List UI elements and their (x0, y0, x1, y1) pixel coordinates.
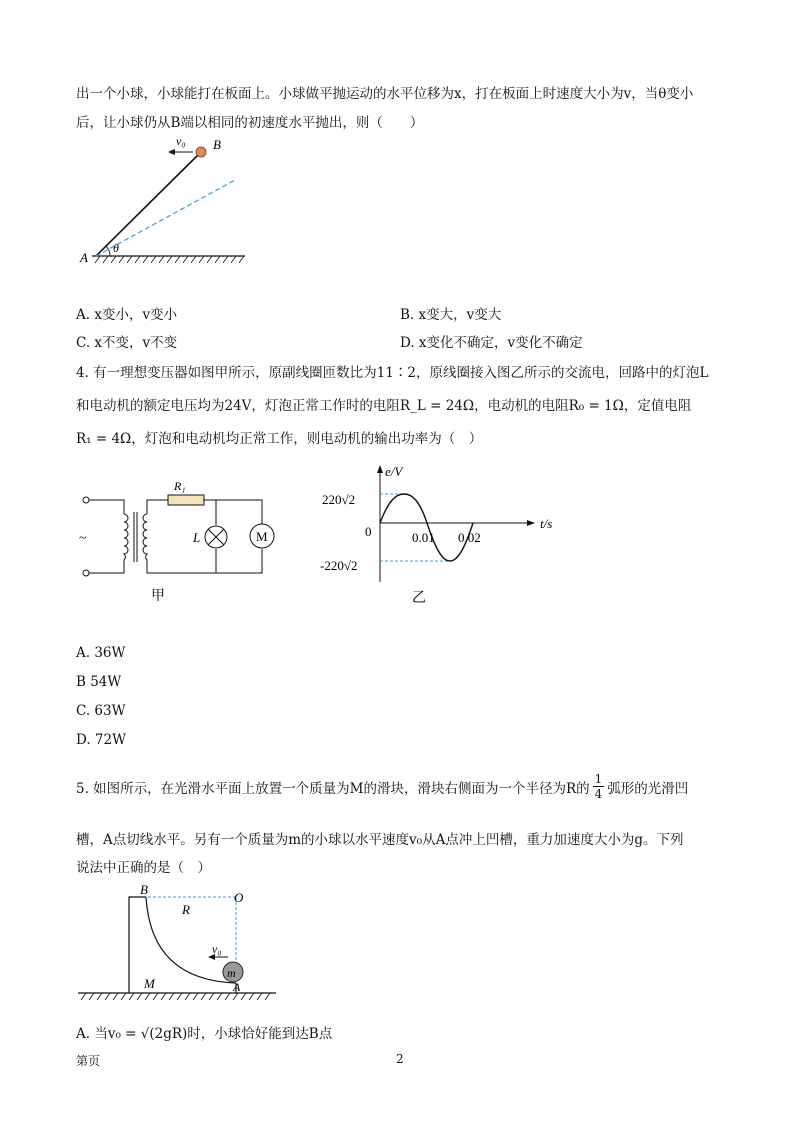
fraction-quarter (593, 772, 605, 801)
label-a-q5: A (233, 980, 241, 994)
lamp-icon (205, 526, 227, 548)
q3-option-a: A. x变小，v变小 (76, 307, 178, 323)
label-big-m: M (144, 976, 155, 991)
label-l: L (193, 530, 201, 545)
q3-option-b: B. x变大，v变大 (400, 307, 502, 323)
caption-jia: 甲 (151, 589, 165, 604)
q3-text-line1: 出一个小球，小球能打在板面上。小球做平抛运动的水平位移为x，打在板面上时速度大小为v，当θ变小 (76, 86, 694, 102)
graph-x2: 0.02 (458, 530, 481, 545)
graph-x1: 0.01 (412, 530, 435, 545)
label-m-ball: m (227, 966, 236, 980)
label-o: O (234, 890, 244, 905)
q4-option-d: D. 72W (76, 732, 126, 748)
ac-source-symbol: ~ (79, 531, 87, 546)
label-b: B (213, 137, 221, 152)
q5-text-line1-start: 5. 如图所示，在光滑水平面上放置一个质量为M的滑块，滑块右侧面为一个半径为R的 (76, 780, 590, 797)
q3-figure-incline (80, 135, 250, 270)
footer-label: 第页 (76, 1054, 101, 1068)
q3-option-d: D. x变化不确定，v变化不确定 (400, 335, 583, 351)
graph-xlabel: t/s (540, 516, 553, 531)
q5-text-line1 (76, 772, 688, 801)
q5-option-a: A. 当v₀ = √(2gR)时，小球恰好能到达B点 (76, 1026, 333, 1042)
label-m: M (256, 529, 268, 544)
q4-text-line1: 4. 有一理想变压器如图甲所示，原副线圈匝数比为11∶2，原线圈接入图乙所示的交流电，回路中的灯泡L (76, 365, 709, 381)
q3-option-c: C. x不变，v不变 (76, 335, 178, 351)
page-number: 2 (396, 1052, 404, 1066)
label-r1: R₁ (174, 479, 186, 493)
resistor-r1 (168, 495, 204, 505)
q4-option-b: B 54W (76, 674, 122, 690)
graph-ylabel: e/V (385, 464, 403, 479)
graph-origin: 0 (365, 524, 372, 539)
label-b-q5: B (140, 882, 148, 897)
caption-yi: 乙 (412, 591, 426, 606)
graph-yneg: -220√2 (320, 558, 358, 573)
sine-curve (380, 494, 473, 561)
fraction-numerator: 1 (594, 772, 603, 786)
q4-option-c: C. 63W (76, 703, 126, 719)
graph-ypos: 220√2 (322, 492, 356, 507)
q4-circuit-diagram (76, 470, 276, 605)
label-v0: v₀ (176, 134, 186, 148)
fraction-denominator: 4 (594, 787, 603, 801)
ball (196, 147, 206, 157)
label-theta: θ (113, 241, 119, 255)
q4-text-line3: R₁ = 4Ω，灯泡和电动机均正常工作，则电动机的输出功率为（ ） (76, 431, 483, 447)
label-r: R (182, 902, 190, 917)
q4-voltage-graph (320, 462, 560, 607)
q5-text-line1-end: 弧形的光滑凹 (607, 780, 689, 797)
q5-text-line3: 说法中正确的是（ ） (76, 860, 211, 876)
q5-figure-groove (76, 880, 286, 1005)
label-v0-q5: v₀ (212, 942, 222, 956)
label-a: A (80, 250, 88, 265)
q3-text-line2: 后，让小球仍从B端以相同的初速度水平抛出，则（ ） (76, 115, 424, 131)
q5-text-line2: 槽，A点切线水平。另有一个质量为m的小球以水平速度v₀从A点冲上凹槽，重力加速度大小为g。下列 (76, 832, 684, 848)
q4-text-line2: 和电动机的额定电压均为24V，灯泡正常工作时的电阻R_L = 24Ω，电动机的电阻R₀ = 1Ω，定值电阻 (76, 398, 692, 414)
q4-option-a: A. 36W (76, 645, 126, 661)
